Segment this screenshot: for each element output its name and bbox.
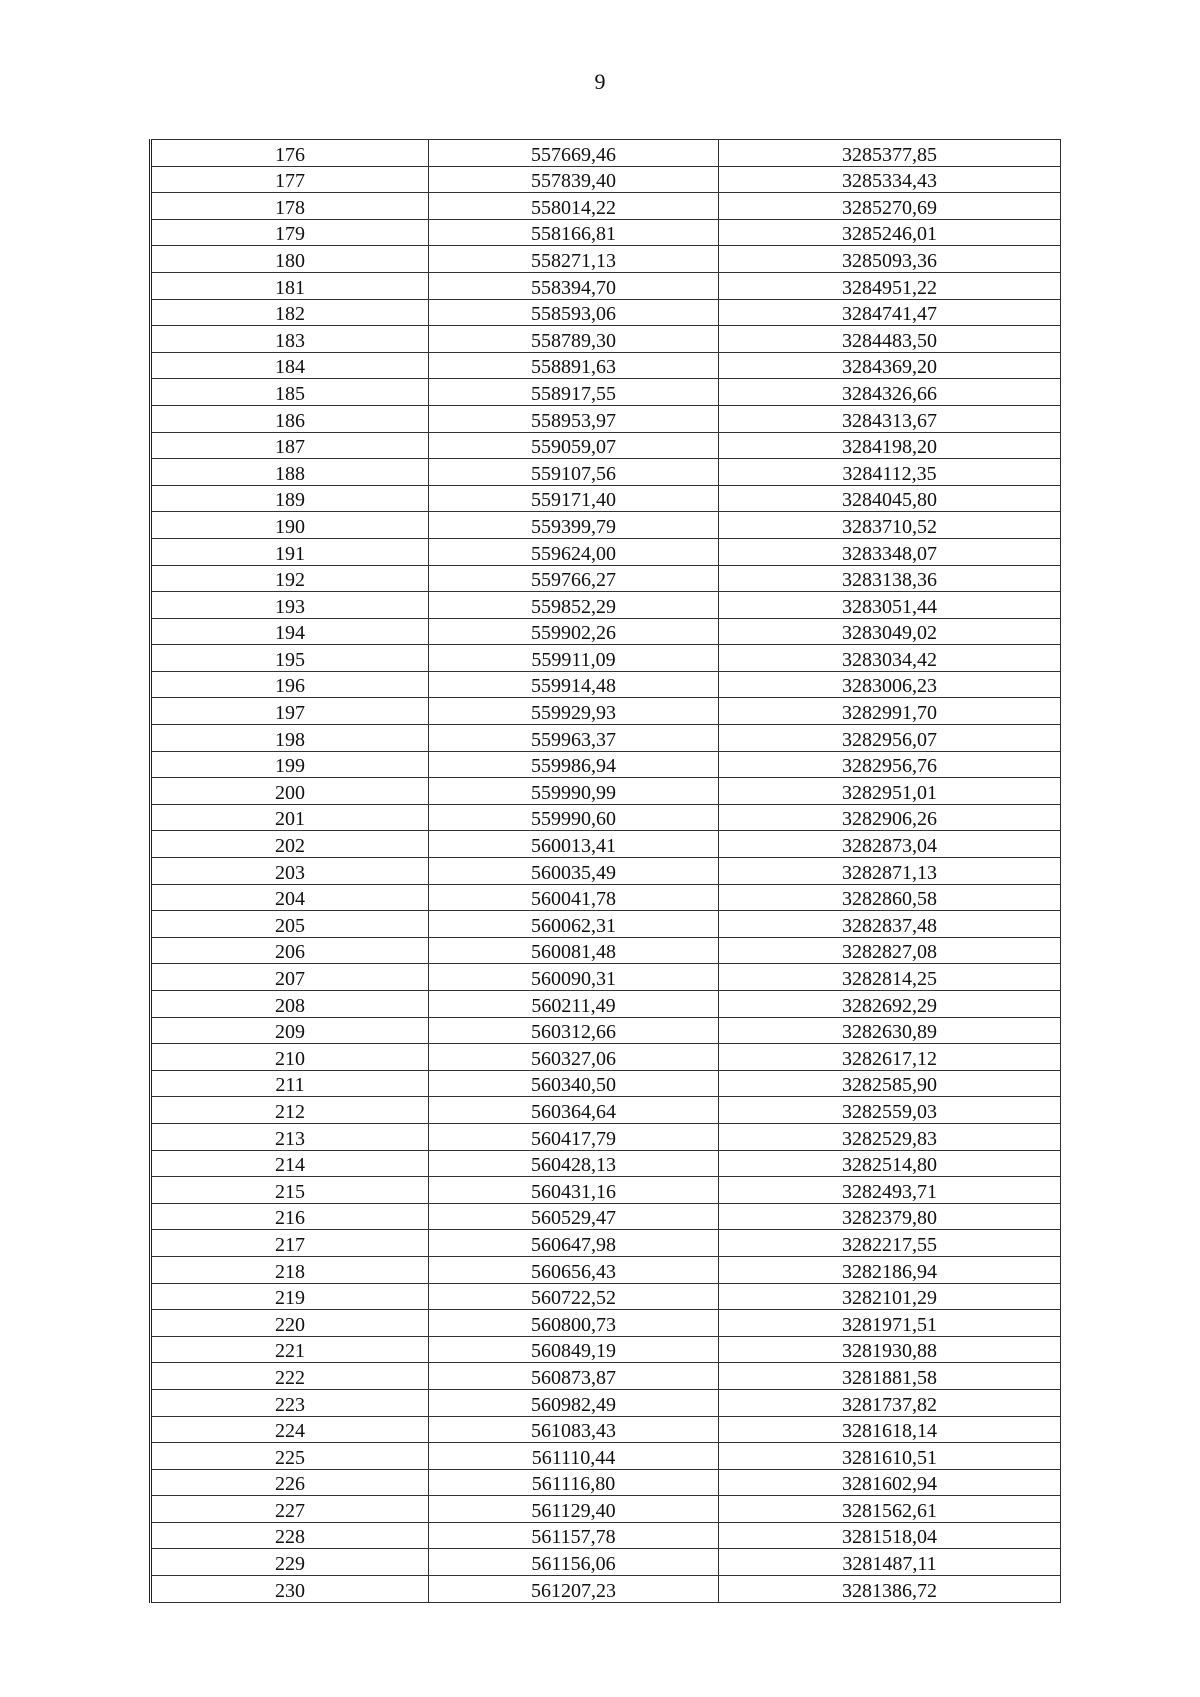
table-row [151, 1150, 1061, 1177]
y-coordinate-cell: 3285334,43 [719, 166, 1061, 193]
x-coordinate-cell: 557669,46 [429, 140, 719, 167]
x-coordinate-cell: 558917,55 [429, 379, 719, 406]
x-coordinate-cell: 561207,23 [429, 1576, 719, 1603]
point-number-cell: 200 [151, 778, 429, 805]
table-row [151, 272, 1061, 299]
point-number-cell: 183 [151, 326, 429, 353]
y-coordinate-cell: 3282991,70 [719, 698, 1061, 725]
x-coordinate-cell: 560041,78 [429, 884, 719, 911]
x-coordinate-cell: 559852,29 [429, 592, 719, 619]
x-coordinate-cell: 561156,06 [429, 1549, 719, 1576]
table-row [151, 166, 1061, 193]
coordinates-table [149, 139, 1061, 1603]
x-coordinate-cell: 560656,43 [429, 1256, 719, 1283]
table-row [151, 538, 1061, 565]
x-coordinate-cell: 559990,99 [429, 778, 719, 805]
y-coordinate-cell: 3285246,01 [719, 219, 1061, 246]
y-coordinate-cell: 3281971,51 [719, 1310, 1061, 1337]
table-row [151, 1256, 1061, 1283]
y-coordinate-cell: 3282860,58 [719, 884, 1061, 911]
point-number-cell: 230 [151, 1576, 429, 1603]
table-row [151, 698, 1061, 725]
x-coordinate-cell: 558593,06 [429, 299, 719, 326]
y-coordinate-cell: 3285377,85 [719, 140, 1061, 167]
x-coordinate-cell: 559914,48 [429, 671, 719, 698]
y-coordinate-cell: 3283138,36 [719, 565, 1061, 592]
table-row [151, 1070, 1061, 1097]
point-number-cell: 192 [151, 565, 429, 592]
x-coordinate-cell: 558014,22 [429, 193, 719, 220]
x-coordinate-cell: 559963,37 [429, 725, 719, 752]
y-coordinate-cell: 3284951,22 [719, 272, 1061, 299]
y-coordinate-cell: 3284369,20 [719, 352, 1061, 379]
y-coordinate-cell: 3282529,83 [719, 1123, 1061, 1150]
table-row [151, 1044, 1061, 1071]
table-row [151, 1576, 1061, 1603]
x-coordinate-cell: 559171,40 [429, 485, 719, 512]
point-number-cell: 212 [151, 1097, 429, 1124]
x-coordinate-cell: 560849,19 [429, 1336, 719, 1363]
table-row [151, 1389, 1061, 1416]
table-row [151, 991, 1061, 1018]
table-row [151, 1017, 1061, 1044]
y-coordinate-cell: 3284198,20 [719, 432, 1061, 459]
x-coordinate-cell: 558953,97 [429, 405, 719, 432]
y-coordinate-cell: 3284741,47 [719, 299, 1061, 326]
point-number-cell: 176 [151, 140, 429, 167]
y-coordinate-cell: 3281386,72 [719, 1576, 1061, 1603]
point-number-cell: 195 [151, 645, 429, 672]
point-number-cell: 217 [151, 1230, 429, 1257]
point-number-cell: 197 [151, 698, 429, 725]
x-coordinate-cell: 560364,64 [429, 1097, 719, 1124]
point-number-cell: 219 [151, 1283, 429, 1310]
point-number-cell: 187 [151, 432, 429, 459]
point-number-cell: 186 [151, 405, 429, 432]
y-coordinate-cell: 3283034,42 [719, 645, 1061, 672]
table-row [151, 1443, 1061, 1470]
point-number-cell: 184 [151, 352, 429, 379]
point-number-cell: 203 [151, 858, 429, 885]
table-row [151, 1230, 1061, 1257]
point-number-cell: 179 [151, 219, 429, 246]
point-number-cell: 191 [151, 538, 429, 565]
y-coordinate-cell: 3282837,48 [719, 911, 1061, 938]
x-coordinate-cell: 560800,73 [429, 1310, 719, 1337]
x-coordinate-cell: 559986,94 [429, 751, 719, 778]
point-number-cell: 218 [151, 1256, 429, 1283]
point-number-cell: 180 [151, 246, 429, 273]
y-coordinate-cell: 3282827,08 [719, 937, 1061, 964]
point-number-cell: 215 [151, 1177, 429, 1204]
table-row [151, 831, 1061, 858]
point-number-cell: 210 [151, 1044, 429, 1071]
y-coordinate-cell: 3282617,12 [719, 1044, 1061, 1071]
x-coordinate-cell: 560417,79 [429, 1123, 719, 1150]
table-row [151, 1123, 1061, 1150]
x-coordinate-cell: 558789,30 [429, 326, 719, 353]
table-row [151, 1177, 1061, 1204]
table-row [151, 432, 1061, 459]
y-coordinate-cell: 3283710,52 [719, 512, 1061, 539]
x-coordinate-cell: 560431,16 [429, 1177, 719, 1204]
point-number-cell: 209 [151, 1017, 429, 1044]
y-coordinate-cell: 3285270,69 [719, 193, 1061, 220]
table-row [151, 1469, 1061, 1496]
table-row [151, 1097, 1061, 1124]
y-coordinate-cell: 3284313,67 [719, 405, 1061, 432]
table-row [151, 645, 1061, 672]
y-coordinate-cell: 3281618,14 [719, 1416, 1061, 1443]
table-row [151, 725, 1061, 752]
x-coordinate-cell: 559911,09 [429, 645, 719, 672]
point-number-cell: 214 [151, 1150, 429, 1177]
point-number-cell: 229 [151, 1549, 429, 1576]
point-number-cell: 198 [151, 725, 429, 752]
table-row [151, 751, 1061, 778]
point-number-cell: 188 [151, 459, 429, 486]
point-number-cell: 205 [151, 911, 429, 938]
table-row [151, 858, 1061, 885]
y-coordinate-cell: 3282956,76 [719, 751, 1061, 778]
y-coordinate-cell: 3285093,36 [719, 246, 1061, 273]
point-number-cell: 206 [151, 937, 429, 964]
y-coordinate-cell: 3284112,35 [719, 459, 1061, 486]
x-coordinate-cell: 560529,47 [429, 1203, 719, 1230]
x-coordinate-cell: 558394,70 [429, 272, 719, 299]
table-row [151, 140, 1061, 167]
x-coordinate-cell: 560327,06 [429, 1044, 719, 1071]
table-row [151, 1283, 1061, 1310]
x-coordinate-cell: 560090,31 [429, 964, 719, 991]
y-coordinate-cell: 3282493,71 [719, 1177, 1061, 1204]
point-number-cell: 189 [151, 485, 429, 512]
x-coordinate-cell: 560312,66 [429, 1017, 719, 1044]
table-row [151, 352, 1061, 379]
point-number-cell: 178 [151, 193, 429, 220]
y-coordinate-cell: 3284326,66 [719, 379, 1061, 406]
point-number-cell: 222 [151, 1363, 429, 1390]
y-coordinate-cell: 3282585,90 [719, 1070, 1061, 1097]
x-coordinate-cell: 560081,48 [429, 937, 719, 964]
y-coordinate-cell: 3281737,82 [719, 1389, 1061, 1416]
x-coordinate-cell: 560428,13 [429, 1150, 719, 1177]
table-row [151, 485, 1061, 512]
table-row [151, 804, 1061, 831]
point-number-cell: 185 [151, 379, 429, 406]
y-coordinate-cell: 3282630,89 [719, 1017, 1061, 1044]
x-coordinate-cell: 561129,40 [429, 1496, 719, 1523]
y-coordinate-cell: 3283348,07 [719, 538, 1061, 565]
point-number-cell: 225 [151, 1443, 429, 1470]
table-row [151, 219, 1061, 246]
table-row [151, 1203, 1061, 1230]
y-coordinate-cell: 3282514,80 [719, 1150, 1061, 1177]
coordinates-table-body [151, 140, 1061, 1603]
table-row [151, 1549, 1061, 1576]
x-coordinate-cell: 561116,80 [429, 1469, 719, 1496]
point-number-cell: 199 [151, 751, 429, 778]
y-coordinate-cell: 3282186,94 [719, 1256, 1061, 1283]
y-coordinate-cell: 3282692,29 [719, 991, 1061, 1018]
point-number-cell: 204 [151, 884, 429, 911]
y-coordinate-cell: 3282956,07 [719, 725, 1061, 752]
point-number-cell: 221 [151, 1336, 429, 1363]
y-coordinate-cell: 3283006,23 [719, 671, 1061, 698]
x-coordinate-cell: 560873,87 [429, 1363, 719, 1390]
point-number-cell: 220 [151, 1310, 429, 1337]
x-coordinate-cell: 559766,27 [429, 565, 719, 592]
point-number-cell: 196 [151, 671, 429, 698]
table-row [151, 964, 1061, 991]
y-coordinate-cell: 3281518,04 [719, 1522, 1061, 1549]
point-number-cell: 216 [151, 1203, 429, 1230]
x-coordinate-cell: 561157,78 [429, 1522, 719, 1549]
x-coordinate-cell: 559399,79 [429, 512, 719, 539]
y-coordinate-cell: 3281487,11 [719, 1549, 1061, 1576]
x-coordinate-cell: 557839,40 [429, 166, 719, 193]
table-row [151, 459, 1061, 486]
table-row [151, 193, 1061, 220]
table-row [151, 911, 1061, 938]
x-coordinate-cell: 560035,49 [429, 858, 719, 885]
x-coordinate-cell: 558166,81 [429, 219, 719, 246]
table-row [151, 1363, 1061, 1390]
table-row [151, 1496, 1061, 1523]
table-row [151, 299, 1061, 326]
x-coordinate-cell: 558891,63 [429, 352, 719, 379]
x-coordinate-cell: 560647,98 [429, 1230, 719, 1257]
x-coordinate-cell: 559929,93 [429, 698, 719, 725]
point-number-cell: 224 [151, 1416, 429, 1443]
y-coordinate-cell: 3284483,50 [719, 326, 1061, 353]
point-number-cell: 202 [151, 831, 429, 858]
point-number-cell: 226 [151, 1469, 429, 1496]
point-number-cell: 228 [151, 1522, 429, 1549]
point-number-cell: 182 [151, 299, 429, 326]
y-coordinate-cell: 3281562,61 [719, 1496, 1061, 1523]
table-row [151, 618, 1061, 645]
point-number-cell: 190 [151, 512, 429, 539]
x-coordinate-cell: 559990,60 [429, 804, 719, 831]
point-number-cell: 201 [151, 804, 429, 831]
x-coordinate-cell: 560722,52 [429, 1283, 719, 1310]
x-coordinate-cell: 561110,44 [429, 1443, 719, 1470]
table-row [151, 671, 1061, 698]
point-number-cell: 211 [151, 1070, 429, 1097]
y-coordinate-cell: 3281610,51 [719, 1443, 1061, 1470]
table-row [151, 326, 1061, 353]
y-coordinate-cell: 3282873,04 [719, 831, 1061, 858]
y-coordinate-cell: 3282379,80 [719, 1203, 1061, 1230]
x-coordinate-cell: 561083,43 [429, 1416, 719, 1443]
y-coordinate-cell: 3281881,58 [719, 1363, 1061, 1390]
table-row [151, 1336, 1061, 1363]
y-coordinate-cell: 3284045,80 [719, 485, 1061, 512]
x-coordinate-cell: 559624,00 [429, 538, 719, 565]
x-coordinate-cell: 559902,26 [429, 618, 719, 645]
table-row [151, 565, 1061, 592]
table-row [151, 1310, 1061, 1337]
table-row [151, 405, 1061, 432]
point-number-cell: 177 [151, 166, 429, 193]
y-coordinate-cell: 3281930,88 [719, 1336, 1061, 1363]
y-coordinate-cell: 3281602,94 [719, 1469, 1061, 1496]
table-row [151, 1522, 1061, 1549]
y-coordinate-cell: 3282814,25 [719, 964, 1061, 991]
x-coordinate-cell: 560211,49 [429, 991, 719, 1018]
table-row [151, 884, 1061, 911]
y-coordinate-cell: 3282559,03 [719, 1097, 1061, 1124]
point-number-cell: 193 [151, 592, 429, 619]
y-coordinate-cell: 3282217,55 [719, 1230, 1061, 1257]
y-coordinate-cell: 3282906,26 [719, 804, 1061, 831]
x-coordinate-cell: 560982,49 [429, 1389, 719, 1416]
point-number-cell: 223 [151, 1389, 429, 1416]
y-coordinate-cell: 3283049,02 [719, 618, 1061, 645]
page-number: 9 [594, 69, 606, 94]
x-coordinate-cell: 560062,31 [429, 911, 719, 938]
point-number-cell: 208 [151, 991, 429, 1018]
x-coordinate-cell: 558271,13 [429, 246, 719, 273]
table-row [151, 937, 1061, 964]
table-row [151, 512, 1061, 539]
point-number-cell: 194 [151, 618, 429, 645]
point-number-cell: 213 [151, 1123, 429, 1150]
point-number-cell: 207 [151, 964, 429, 991]
table-row [151, 592, 1061, 619]
x-coordinate-cell: 560340,50 [429, 1070, 719, 1097]
table-row [151, 778, 1061, 805]
y-coordinate-cell: 3282871,13 [719, 858, 1061, 885]
y-coordinate-cell: 3282951,01 [719, 778, 1061, 805]
x-coordinate-cell: 559107,56 [429, 459, 719, 486]
y-coordinate-cell: 3283051,44 [719, 592, 1061, 619]
point-number-cell: 227 [151, 1496, 429, 1523]
table-row [151, 1416, 1061, 1443]
x-coordinate-cell: 559059,07 [429, 432, 719, 459]
x-coordinate-cell: 560013,41 [429, 831, 719, 858]
table-row [151, 246, 1061, 273]
y-coordinate-cell: 3282101,29 [719, 1283, 1061, 1310]
point-number-cell: 181 [151, 272, 429, 299]
table-row [151, 379, 1061, 406]
